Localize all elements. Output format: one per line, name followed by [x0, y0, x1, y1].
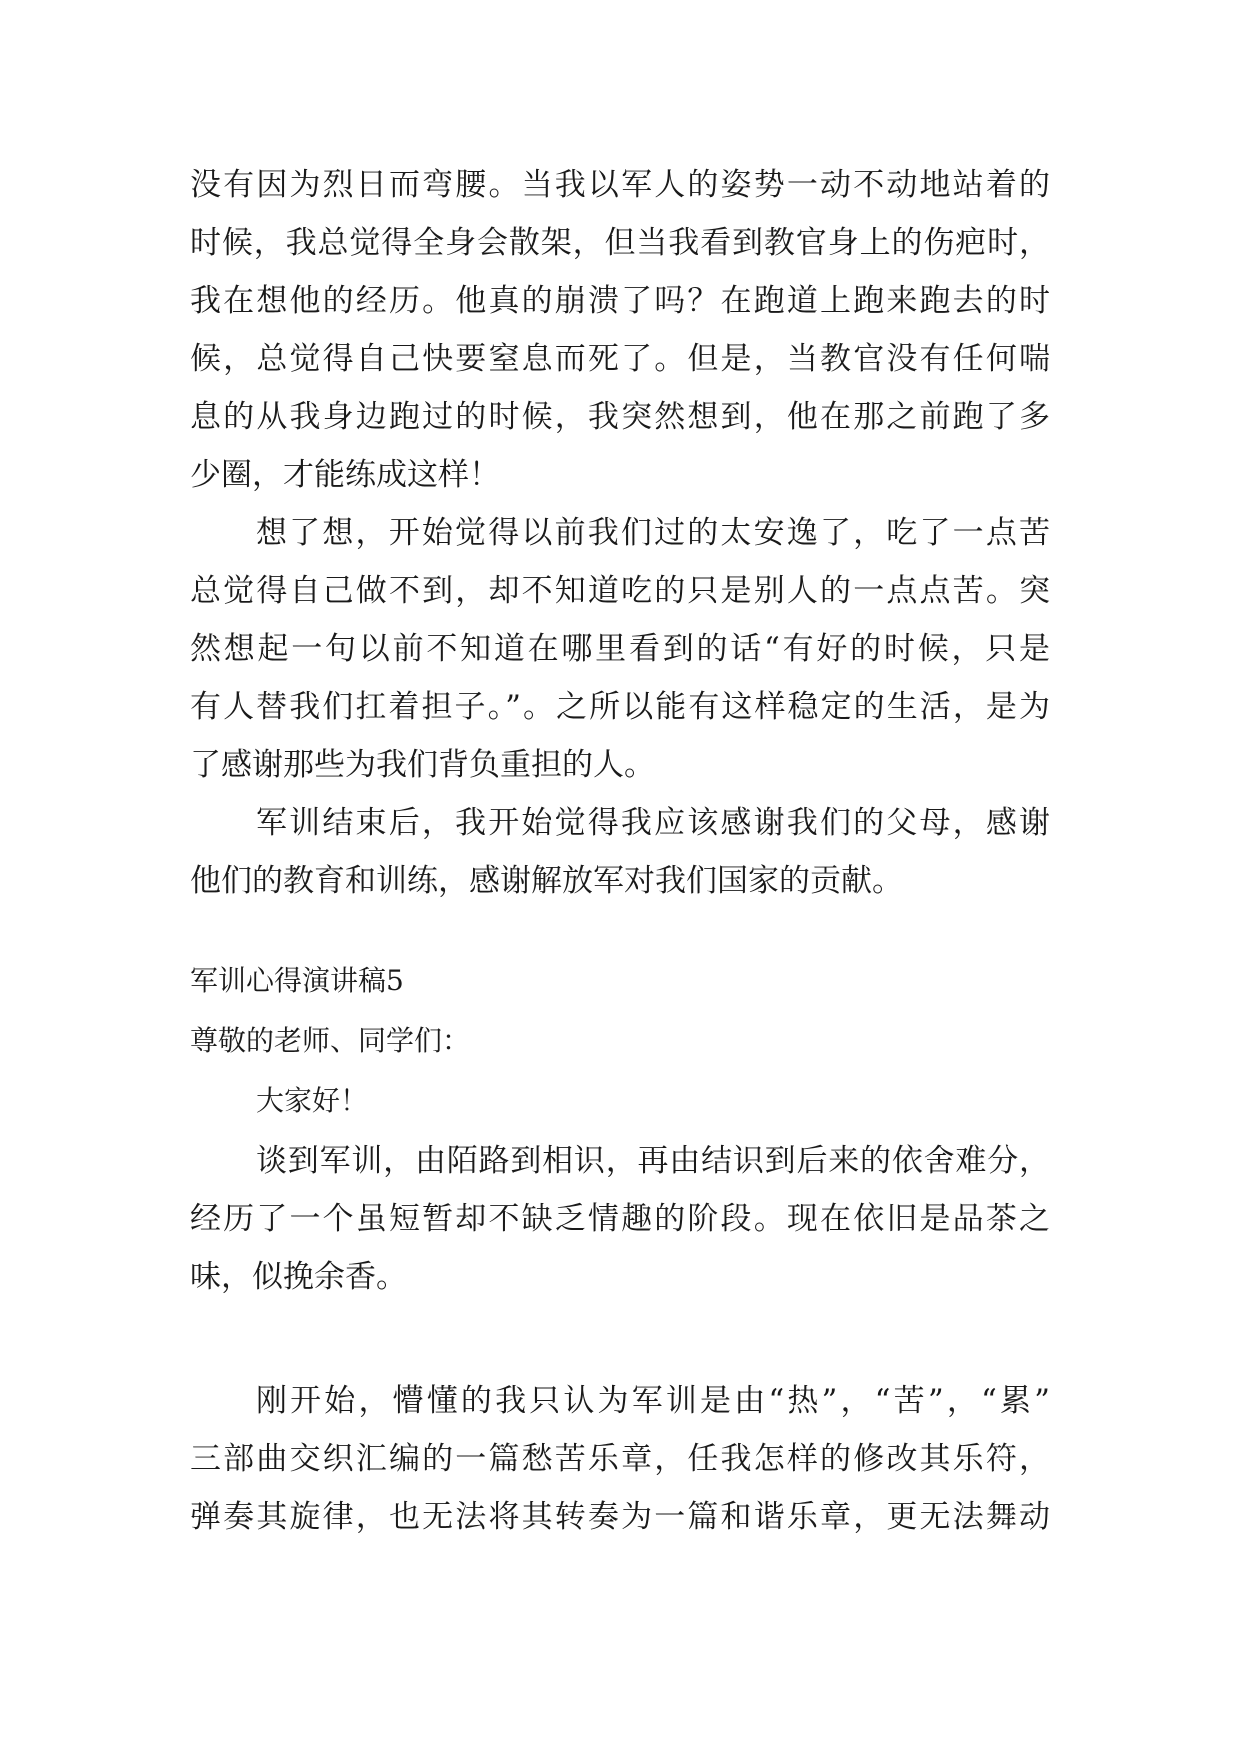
text-line: 总觉得自己做不到，却不知道吃的只是别人的一点点苦。突 — [190, 573, 1050, 609]
salutation: 尊敬的老师、同学们： — [190, 1024, 471, 1057]
text-line: 没有因为烈日而弯腰。当我以军人的姿势一动不动地站着的 — [190, 167, 1050, 203]
text-line: 有人替我们扛着担子。”。之所以能有这样稳定的生活，是为 — [190, 689, 1050, 725]
text-line: 味，似挽余香。 — [190, 1259, 407, 1295]
paragraph-first-line: 刚开始，懵懂的我只认为军训是由“热”，“苦”，“累” — [256, 1383, 1050, 1419]
text-line: 息的从我身边跑过的时候，我突然想到，他在那之前跑了多 — [190, 399, 1050, 435]
text-line: 弹奏其旋律，也无法将其转奏为一篇和谐乐章，更无法舞动 — [190, 1499, 1050, 1535]
text-line: 经历了一个虽短暂却不缺乏情趣的阶段。现在依旧是品茶之 — [190, 1201, 1050, 1237]
text-line: 时候，我总觉得全身会散架，但当我看到教官身上的伤疤时， — [190, 225, 1050, 261]
text-line: 少圈，才能练成这样！ — [190, 457, 500, 493]
greeting: 大家好！ — [256, 1084, 369, 1117]
text-line: 他们的教育和训练，感谢解放军对我们国家的贡献。 — [190, 863, 903, 899]
paragraph-first-line: 谈到军训，由陌路到相识，再由结识到后来的依舍难分， — [256, 1143, 1050, 1179]
text-line: 然想起一句以前不知道在哪里看到的话“有好的时候，只是 — [190, 631, 1050, 667]
text-line: 候，总觉得自己快要窒息而死了。但是，当教官没有任何喘 — [190, 341, 1050, 377]
text-line: 三部曲交织汇编的一篇愁苦乐章，任我怎样的修改其乐符， — [190, 1441, 1050, 1477]
paragraph-first-line: 军训结束后，我开始觉得我应该感谢我们的父母，感谢 — [256, 805, 1050, 841]
paragraph-first-line: 想了想，开始觉得以前我们过的太安逸了，吃了一点苦 — [256, 515, 1050, 551]
text-line: 我在想他的经历。他真的崩溃了吗？在跑道上跑来跑去的时 — [190, 283, 1050, 319]
text-line: 了感谢那些为我们背负重担的人。 — [190, 747, 655, 783]
section-title: 军训心得演讲稿5 — [190, 964, 404, 997]
